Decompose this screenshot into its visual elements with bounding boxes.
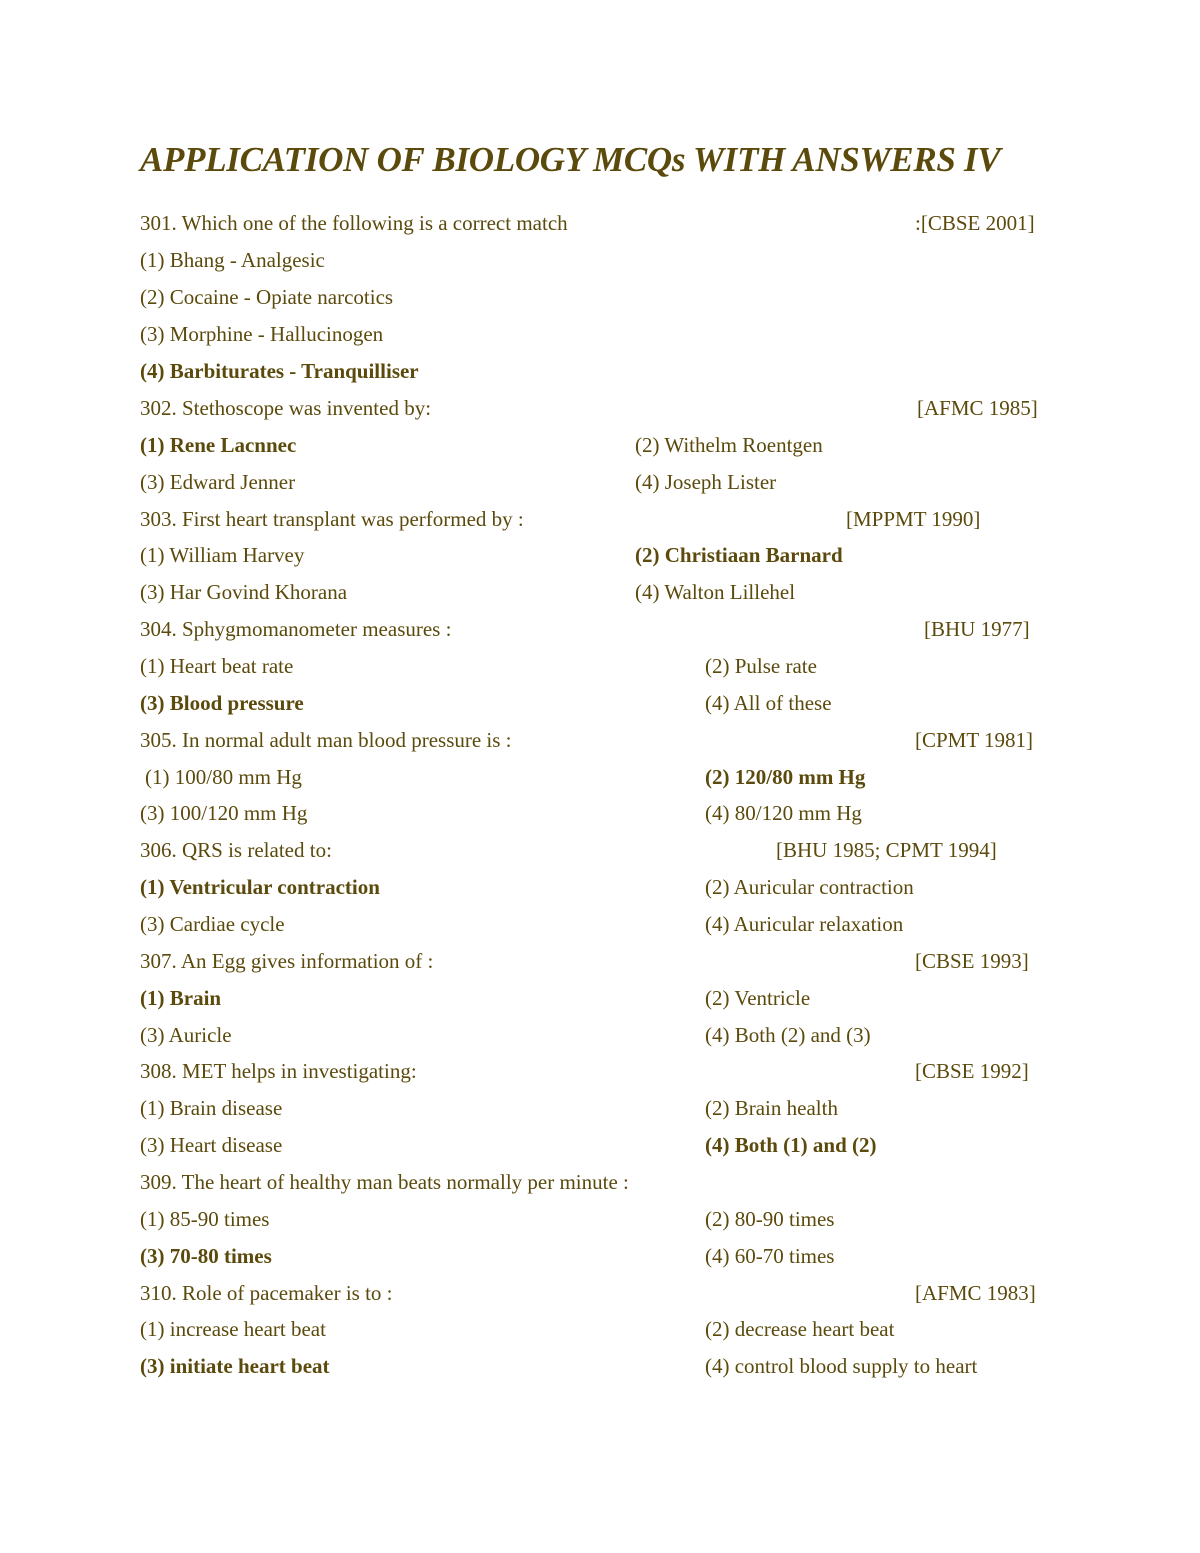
question-306: 306. QRS is related to: <box>140 838 332 862</box>
q307-option-3: (3) Auricle <box>140 1023 232 1047</box>
q302-option-2: (2) Withelm Roentgen <box>635 433 823 457</box>
question-308: 308. MET helps in investigating: <box>140 1059 417 1083</box>
q308-option-1: (1) Brain disease <box>140 1096 283 1120</box>
question-301-source: :[CBSE 2001] <box>915 211 1035 235</box>
q309-option-2: (2) 80-90 times <box>705 1207 835 1231</box>
question-305-source: [CPMT 1981] <box>915 728 1034 752</box>
q306-option-2: (2) Auricular contraction <box>705 875 914 899</box>
question-305: 305. In normal adult man blood pressure is : <box>140 728 512 752</box>
q304-option-3-answer: (3) Blood pressure <box>140 691 304 715</box>
q303-option-3: (3) Har Govind Khorana <box>140 580 348 604</box>
q302-option-1-answer: (1) Rene Lacnnec <box>140 433 297 457</box>
question-307-source: [CBSE 1993] <box>915 949 1029 973</box>
q307-option-2: (2) Ventricle <box>705 986 811 1010</box>
q305-option-4: (4) 80/120 mm Hg <box>705 801 862 825</box>
q310-option-3-answer: (3) initiate heart beat <box>140 1354 330 1378</box>
q305-option-3: (3) 100/120 mm Hg <box>140 801 308 825</box>
q309-option-4: (4) 60-70 times <box>705 1244 835 1268</box>
q303-option-2-answer: (2) Christiaan Barnard <box>635 543 843 567</box>
q301-option-1: (1) Bhang - Analgesic <box>140 248 325 272</box>
question-308-source: [CBSE 1992] <box>915 1059 1029 1083</box>
q308-option-3: (3) Heart disease <box>140 1133 283 1157</box>
q301-option-3: (3) Morphine - Hallucinogen <box>140 322 384 346</box>
q305-option-2-answer: (2) 120/80 mm Hg <box>705 765 866 789</box>
question-304: 304. Sphygmomanometer measures : <box>140 617 452 641</box>
question-309: 309. The heart of healthy man beats normally per minute : <box>140 1170 629 1194</box>
q307-option-1-answer: (1) Brain <box>140 986 222 1010</box>
question-310-source: [AFMC 1983] <box>915 1281 1036 1305</box>
q310-option-4: (4) control blood supply to heart <box>705 1354 978 1378</box>
q301-option-2: (2) Cocaine - Opiate narcotics <box>140 285 394 309</box>
q302-option-3: (3) Edward Jenner <box>140 470 296 494</box>
q306-option-1-answer: (1) Ventricular contraction <box>140 875 380 899</box>
q304-option-1: (1) Heart beat rate <box>140 654 294 678</box>
question-307: 307. An Egg gives information of : <box>140 949 434 973</box>
q309-option-1: (1) 85-90 times <box>140 1207 270 1231</box>
q310-option-1: (1) increase heart beat <box>140 1317 326 1341</box>
question-306-source: [BHU 1985; CPMT 1994] <box>776 838 997 862</box>
q309-option-3-answer: (3) 70-80 times <box>140 1244 272 1268</box>
q307-option-4: (4) Both (2) and (3) <box>705 1023 871 1047</box>
question-301: 301. Which one of the following is a correct match <box>140 211 568 235</box>
question-304-source: [BHU 1977] <box>924 617 1030 641</box>
q308-option-2: (2) Brain health <box>705 1096 838 1120</box>
q305-option-1: (1) 100/80 mm Hg <box>145 765 302 789</box>
q303-option-4: (4) Walton Lillehel <box>635 580 796 604</box>
q302-option-4: (4) Joseph Lister <box>635 470 777 494</box>
q304-option-2: (2) Pulse rate <box>705 654 817 678</box>
q304-option-4: (4) All of these <box>705 691 832 715</box>
q303-option-1: (1) William Harvey <box>140 543 305 567</box>
q306-option-4: (4) Auricular relaxation <box>705 912 904 936</box>
page-title: APPLICATION OF BIOLOGY MCQs WITH ANSWERS IV <box>140 140 1001 179</box>
q310-option-2: (2) decrease heart beat <box>705 1317 895 1341</box>
q308-option-4-answer: (4) Both (1) and (2) <box>705 1133 877 1157</box>
question-310: 310. Role of pacemaker is to : <box>140 1281 393 1305</box>
question-303: 303. First heart transplant was performed by : <box>140 507 524 531</box>
question-302-source: [AFMC 1985] <box>917 396 1038 420</box>
question-303-source: [MPPMT 1990] <box>846 507 981 531</box>
question-302: 302. Stethoscope was invented by: <box>140 396 432 420</box>
q301-option-4-answer: (4) Barbiturates - Tranquilliser <box>140 359 419 383</box>
q306-option-3: (3) Cardiae cycle <box>140 912 285 936</box>
